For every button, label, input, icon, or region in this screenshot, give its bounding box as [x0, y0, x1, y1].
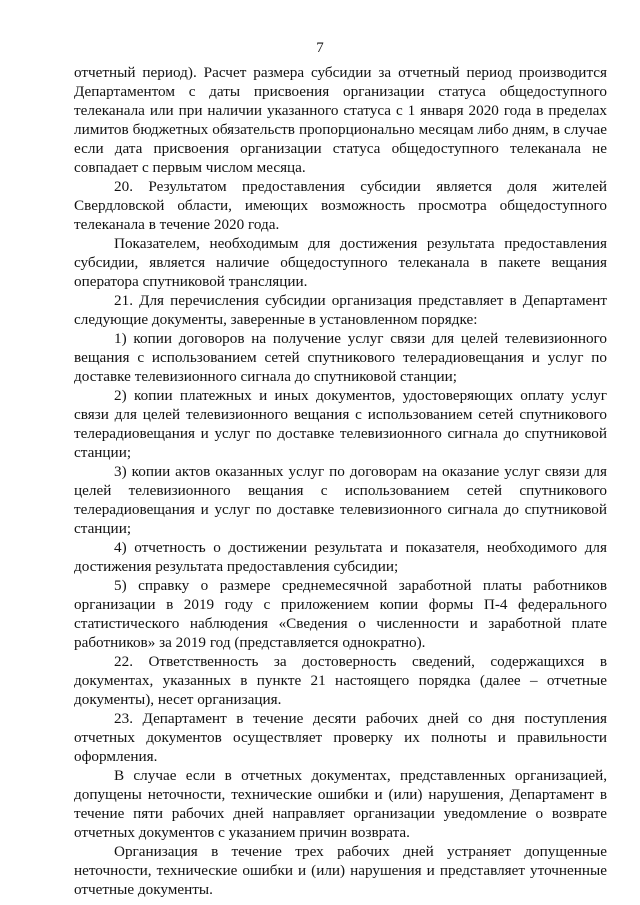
paragraph-21-documents: 21. Для перечисления субсидии организация представляет в Департамент следующие документы, заверенные в установленном порядке: — [74, 292, 607, 328]
paragraph-calculation-continued: отчетный период). Расчет размера субсидии за отчетный период производится Департаментом с даты присвоения организации статуса общедоступного телеканала или при наличии указанного статуса с 1 января 2020 года в пределах лимитов бюджетных обязательств пропорционально месяцам либо дням, в случае если дата присвоения организации статуса общедоступного телеканала не совпадает с первым числом месяца. — [74, 64, 607, 176]
list-item-2-payments: 2) копии платежных и иных документов, удостоверяющих оплату услуг связи для целей телевизионного вещания с использованием сетей спутникового телерадиовещания и услуг по доставке телевизионного сигнала до спутниковой станции; — [74, 387, 607, 461]
list-item-4-reporting: 4) отчетность о достижении результата и показателя, необходимого для достижения результата предоставления субсидии; — [74, 539, 607, 575]
page-number: 7 — [316, 40, 324, 56]
list-item-1-contracts: 1) копии договоров на получение услуг связи для целей телевизионного вещания с использованием сетей спутникового телерадиовещания и услуг по доставке телевизионного сигнала до спутниковой станции; — [74, 330, 607, 385]
paragraph-indicator: Показателем, необходимым для достижения результата предоставления субсидии, является наличие общедоступного телеканала в пакете вещания оператора спутниковой трансляции. — [74, 235, 607, 290]
document-body — [74, 63, 607, 899]
paragraph-errors-notice: В случае если в отчетных документах, представленных организацией, допущены неточности, технические ошибки и (или) нарушения, Департамент в течение пяти рабочих дней направляет организации уведомление о возврате отчетных документов с указанием причин возврата. — [74, 767, 607, 841]
list-item-3-acts: 3) копии актов оказанных услуг по договорам на оказание услуг связи для целей телевизионного вещания с использованием сетей спутникового телерадиовещания и услуг по доставке телевизионного сигнала до спутниковой станции; — [74, 463, 607, 537]
paragraph-23-verification: 23. Департамент в течение десяти рабочих дней со дня поступления отчетных документов осуществляет проверку их полноты и правильности оформления. — [74, 710, 607, 765]
list-item-5-salary-certificate: 5) справку о размере среднемесячной заработной платы работников организации в 2019 году с приложением копии формы П-4 федерального статистического наблюдения «Сведения о численности и заработной плате работников» за 2019 год (представляется однократно). — [74, 577, 607, 651]
paragraph-22-responsibility: 22. Ответственность за достоверность сведений, содержащихся в документах, указанных в пункте 21 настоящего порядка (далее – отчетные документы), несет организация. — [74, 653, 607, 708]
paragraph-20-result: 20. Результатом предоставления субсидии является доля жителей Свердловской области, имеющих возможность просмотра общедоступного телеканала в течение 2020 года. — [74, 178, 607, 233]
paragraph-corrections: Организация в течение трех рабочих дней устраняет допущенные неточности, технические ошибки и (или) нарушения и представляет уточненные отчетные документы. — [74, 843, 607, 898]
